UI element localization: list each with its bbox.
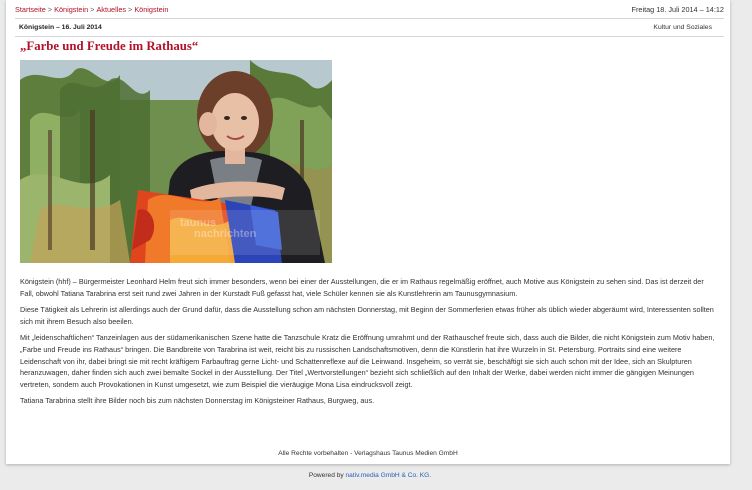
- top-divider: [15, 18, 724, 19]
- powered-by: [0, 472, 740, 479]
- article-paragraph: Mit „leidenschaftlichen“ Tanzeinlagen aus der südamerikanischen Szene hatte die Tanzschule Kratz die Eröffnung umrahmt und der Rathauschef freute sich, dass auch die Bilder, die nicht Königstein zum Motiv haben, „Farbe und Freude ins Rathaus“ bringen. Die Bandbreite von Tarabrina ist weit, reicht bis zu russischen Landschaftsmotiven, denn die Künstlerin hat ihre Wurzeln in St. Petersburg. Portraits sind eine weitere Leidenschaft von ihr, dabei bringt sie mit recht kräftigem Farbauftrag gerne Licht- und Schattenreflexe auf die Leinwand. Insgeheim, so verrät sie, beschäftigt sie sich auch schon mit der Idee, sich an Skulpturen heranzuwagen, daher finden sich auch zwei bemalte Sockel in der Ausstellung. Der Titel „Wertvorstellungen“ bezieht sich schließlich auf den Inhalt der Werke, dabei werden nicht immer die gängigen Meinungen vertreten, sondern auch Provokationen in Kunst umgesetzt, wie zum Beispiel die vieräugige Mona Lisa eindrucksvoll zeigt.: [20, 333, 715, 389]
- page-container: [6, 0, 730, 464]
- photo-artist-with-painting: [20, 60, 332, 263]
- article-body: [20, 276, 718, 412]
- powered-by-link[interactable]: nativ.media GmbH & Co. KG.: [345, 472, 432, 479]
- article-paragraph: Diese Tätigkeit als Lehrerin ist allerdings auch der Grund dafür, dass die Ausstellung schon am nächsten Donnerstag, mit Beginn der Sommerferien etwas früher als üblich wieder abgeräumt wird, Interessenten sollten sich mit ihrem Besuch also beeilen.: [20, 305, 714, 326]
- current-datetime: Freitag 18. Juli 2014 – 14:12: [631, 5, 724, 14]
- article-meta: [15, 22, 712, 34]
- meta-divider: [15, 36, 724, 37]
- top-bar: [15, 4, 724, 16]
- copyright-footer: Alle Rechte vorbehalten - Verlagshaus Taunus Medien GmbH: [278, 450, 458, 457]
- breadcrumb-separator: >: [47, 5, 53, 14]
- article-photo[interactable]: [20, 60, 332, 263]
- article-paragraph: Königstein (hhf) – Bürgermeister Leonhard Helm freut sich immer besonders, wenn bei einer der Ausstellungen, die er im Rathaus regelmäßig eröffnet, auch Motive aus Königstein zu sehen sind. Das ist derzeit der Fall, obwohl Tatiana Tarabrina erst seit rund zwei Jahren in der Kurstadt Fuß gefasst hat, viele Schüler kennen sie als Kunstlehrerin am Taunusgymnasium.: [20, 277, 704, 298]
- breadcrumb-aktuelles[interactable]: Aktuelles: [96, 5, 127, 14]
- photo-watermark: [180, 218, 256, 240]
- breadcrumb: [15, 4, 168, 16]
- breadcrumb-koenigstein[interactable]: Königstein: [54, 5, 89, 14]
- watermark-line-2: nachrichten: [194, 228, 257, 240]
- breadcrumb-startseite[interactable]: Startseite: [15, 5, 46, 14]
- breadcrumb-koenigstein-current[interactable]: Königstein: [134, 5, 169, 14]
- powered-by-prefix: Powered by: [308, 472, 346, 479]
- article-category: Kultur und Soziales: [653, 24, 712, 31]
- article-paragraph: Tatiana Tarabrina stellt ihre Bilder noch bis zum nächsten Donnerstag im Königsteiner Rathaus, Burgweg, aus.: [20, 396, 375, 406]
- article-title: „Farbe und Freude im Rathaus“: [20, 39, 199, 53]
- breadcrumb-separator: >: [90, 5, 95, 14]
- breadcrumb-separator: >: [128, 5, 133, 14]
- watermark-line-1: taunus: [180, 217, 217, 229]
- article-place-date: Königstein – 16. Juli 2014: [19, 24, 102, 31]
